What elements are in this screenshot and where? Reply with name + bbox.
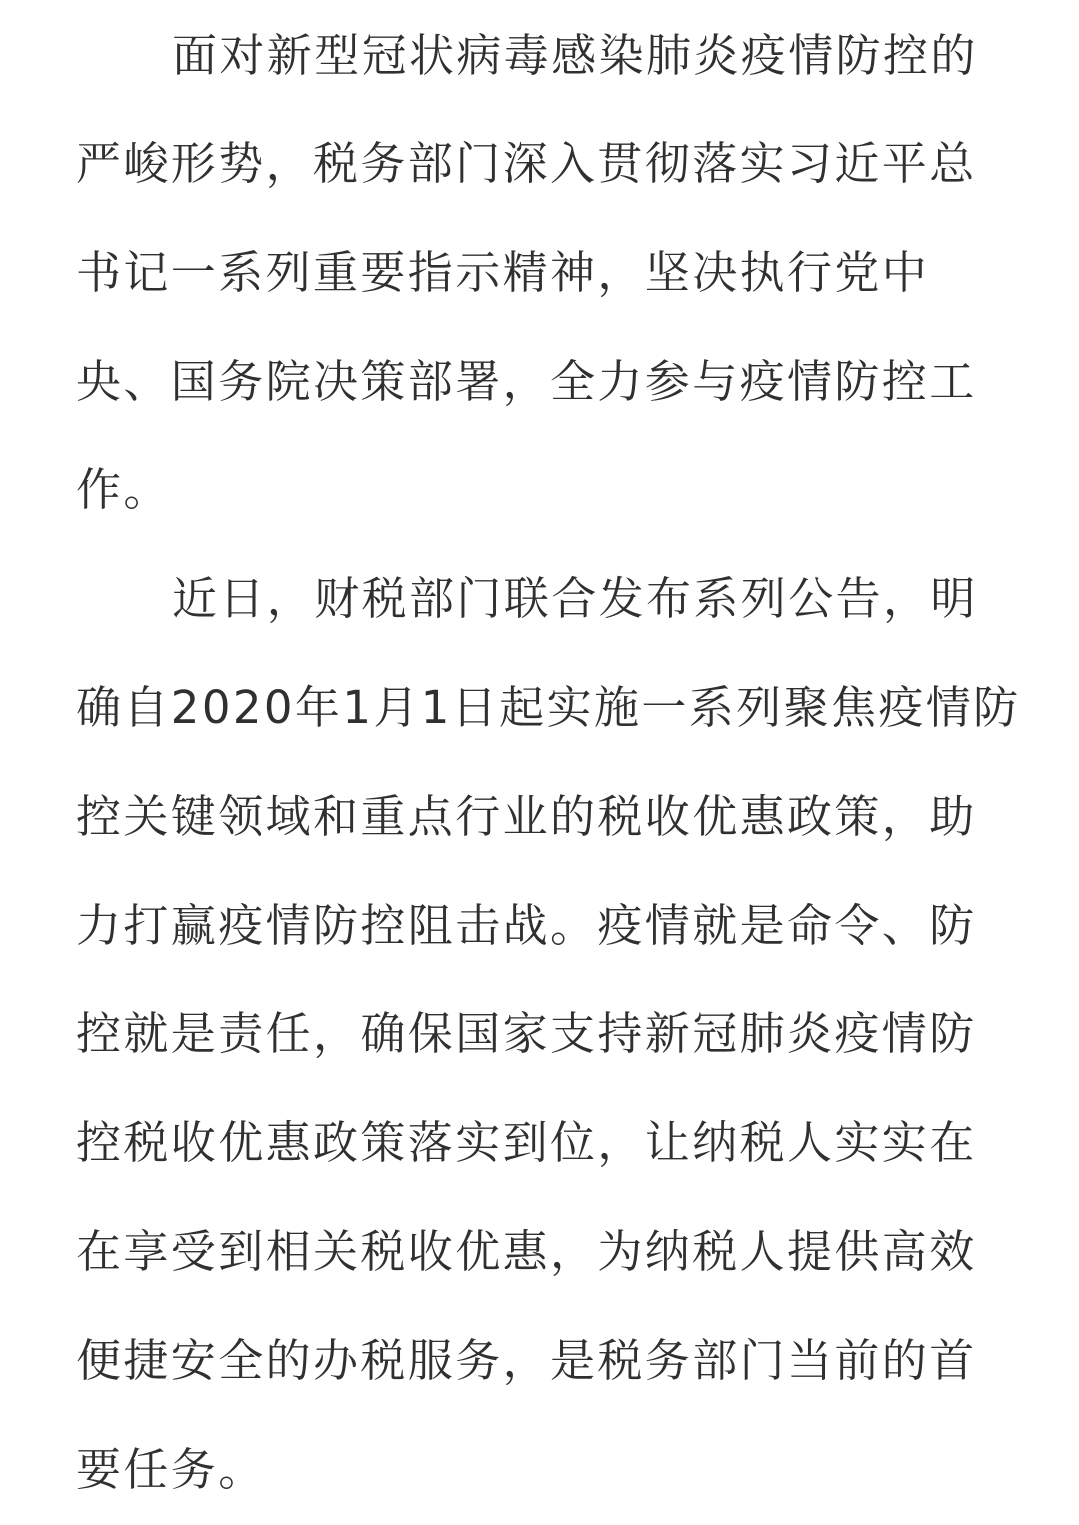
paragraph-line: 便捷安全的办税服务，是税务部门当前的首 [76, 1333, 977, 1387]
article-body [0, 2, 1079, 1525]
paragraph-2 [76, 545, 1021, 1524]
paragraph-line: 央、国务院决策部署，全力参与疫情防控工 [76, 354, 977, 408]
paragraph-line: 力打赢疫情防控阻击战。疫情就是命令、防 [76, 898, 977, 952]
paragraph-line: 控就是责任，确保国家支持新冠肺炎疫情防 [76, 1007, 977, 1061]
paragraph-line: 面对新型冠状病毒感染肺炎疫情防控的 [172, 29, 978, 82]
paragraph-line: 书记一系列重要指示精神，坚决执行党中 [76, 245, 930, 299]
paragraph-line: 要任务。 [76, 1442, 266, 1496]
paragraph-1 [76, 2, 1003, 545]
paragraph-line: 近日，财税部门联合发布系列公告，明 [172, 572, 978, 626]
paragraph-line: 确自2020年1月1日起实施一系列聚焦疫情防 [76, 680, 1021, 734]
paragraph-line: 控税收优惠政策落实到位，让纳税人实实在 [76, 1116, 977, 1170]
paragraph-line: 严峻形势，税务部门深入贯彻落实习近平总 [76, 137, 977, 190]
paragraph-line: 在享受到相关税收优惠，为纳税人提供高效 [76, 1224, 977, 1278]
paragraph-line: 作。 [76, 463, 171, 517]
paragraph-line: 控关键领域和重点行业的税收优惠政策，助 [76, 789, 977, 843]
